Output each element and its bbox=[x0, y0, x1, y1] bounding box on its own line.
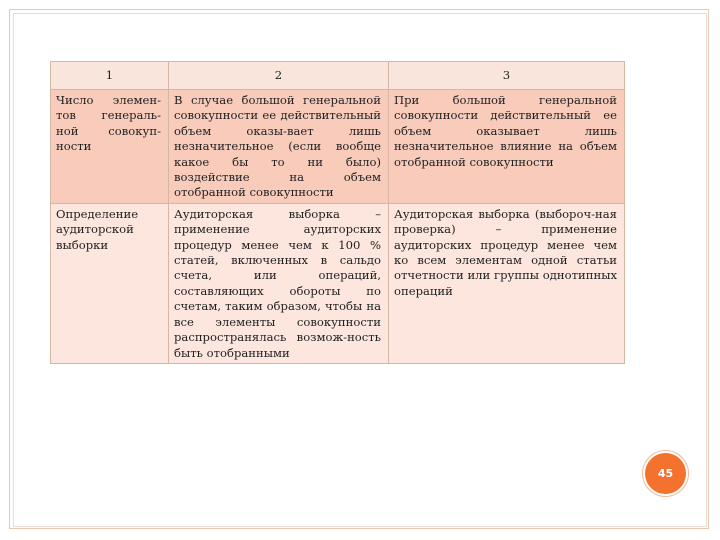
row-cell-col3: Аудиторская выборка (выбороч-ная проверка) – применение аудиторских процедур менее чем ко всем элементам одной статьи отчетности или группы однотипных операций bbox=[389, 203, 625, 363]
header-cell-1: 1 bbox=[51, 62, 169, 90]
table-header-row bbox=[51, 62, 625, 90]
table-row bbox=[51, 90, 625, 204]
row-cell-col2: Аудиторская выборка – применение аудиторских процедур менее чем к 100 % статей, включенных в сальдо счета, или операций, составляющих обороты по счетам, таким образом, чтобы на все элементы совокупности распространялась возмож-ность быть отобранными bbox=[169, 203, 389, 363]
comparison-table bbox=[50, 61, 625, 364]
row-cell-col2: В случае большой генеральной совокупности ее действительный объем оказы-вает лишь незначительное (если вообще какое бы то ни было) воздействие на объем отобранной совокупности bbox=[169, 90, 389, 204]
page-number-badge: 45 bbox=[643, 451, 688, 496]
row-cell-col3: При большой генеральной совокупности действительный ее объем оказывает лишь незначительное влияние на объем отобранной совокупности bbox=[389, 90, 625, 204]
row-label-cell: Определение аудиторской выборки bbox=[51, 203, 169, 363]
header-cell-3: 3 bbox=[389, 62, 625, 90]
table-row bbox=[51, 203, 625, 363]
row-label-cell: Число элемен-тов генераль-ной совокуп-ности bbox=[51, 90, 169, 204]
header-cell-2: 2 bbox=[169, 62, 389, 90]
